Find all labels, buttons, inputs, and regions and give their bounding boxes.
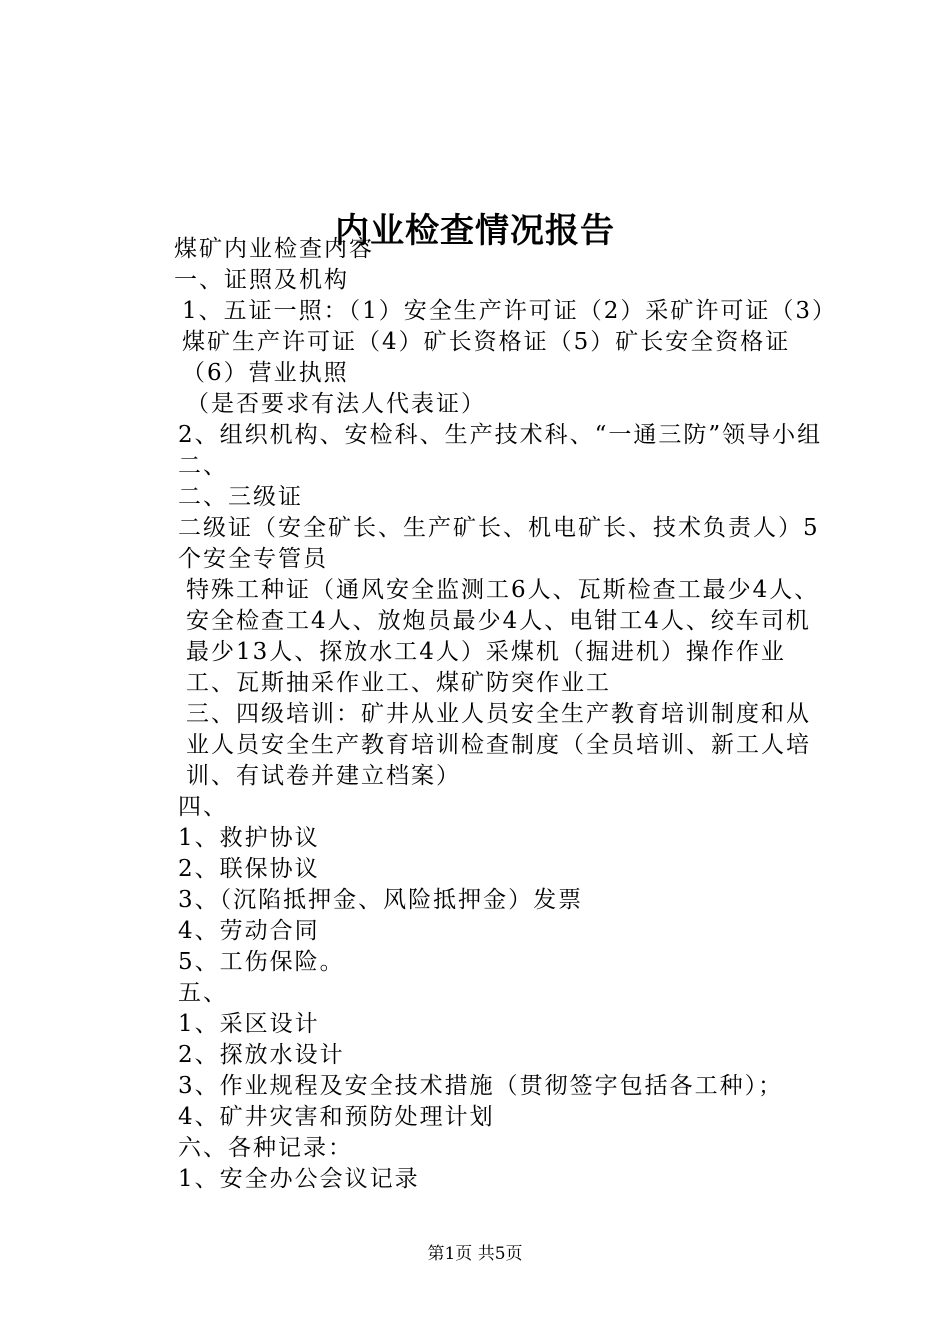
document-title: 内业检查情况报告 [335,210,615,251]
section-heading-6: 六、各种记录： [178,1135,353,1161]
paragraph-level-two-certs: 二级证（安全矿长、生产矿长、机电矿长、技术负责人）5个安全专管员 [178,515,820,572]
document-body [128,234,834,1195]
paragraph-organization: 2、组织机构、安检科、生产技术科、“一通三防”领导小组二、 [178,422,823,479]
list-item: 5、工伤保险。 [178,949,345,975]
list-item: 4、劳动合同 [178,918,320,944]
list-item: 4、矿井灾害和预防处理计划 [178,1104,495,1130]
paragraph-licenses: 1、五证一照：（1）安全生产许可证（2）采矿许可证（3）煤矿生产许可证（4）矿长资格证（5）矿长安全资格证（6）营业执照 [182,298,826,386]
list-item: 3、（沉陷抵押金、风险抵押金）发票 [178,887,584,913]
list-item: 1、采区设计 [178,1011,320,1037]
list-item: 2、探放水设计 [178,1042,345,1068]
section-heading-4: 四、 [178,794,228,820]
paragraph-special-work-certs: 特殊工种证（通风安全监测工6人、瓦斯检查工最少4人、安全检查工4人、放炮员最少4人、电钳工4人、绞车司机最少13人、探放水工4人）采煤机（掘进机）操作作业工、瓦斯抽采作业工、煤矿防突作业工 [186,577,820,696]
list-item: 1、救护协议 [178,825,320,851]
paragraph-training: 三、四级培训：矿井从业人员安全生产教育培训制度和从业人员安全生产教育培训检查制度（全员培训、新工人培训、有试卷并建立档案） [186,701,811,789]
section-heading-2: 二、三级证 [178,484,303,510]
section-heading-5: 五、 [178,980,228,1006]
list-item: 2、联保协议 [178,856,320,882]
paragraph-intro: 煤矿内业检查内容 [174,236,374,262]
list-item: 1、安全办公会议记录 [178,1166,420,1192]
page-footer: 第1页 共5页 [427,1244,523,1264]
paragraph-legal-rep-note: （是否要求有法人代表证） [186,391,486,417]
section-heading-1: 一、证照及机构 [174,267,349,293]
list-item: 3、作业规程及安全技术措施（贯彻签字包括各工种）； [178,1073,784,1099]
